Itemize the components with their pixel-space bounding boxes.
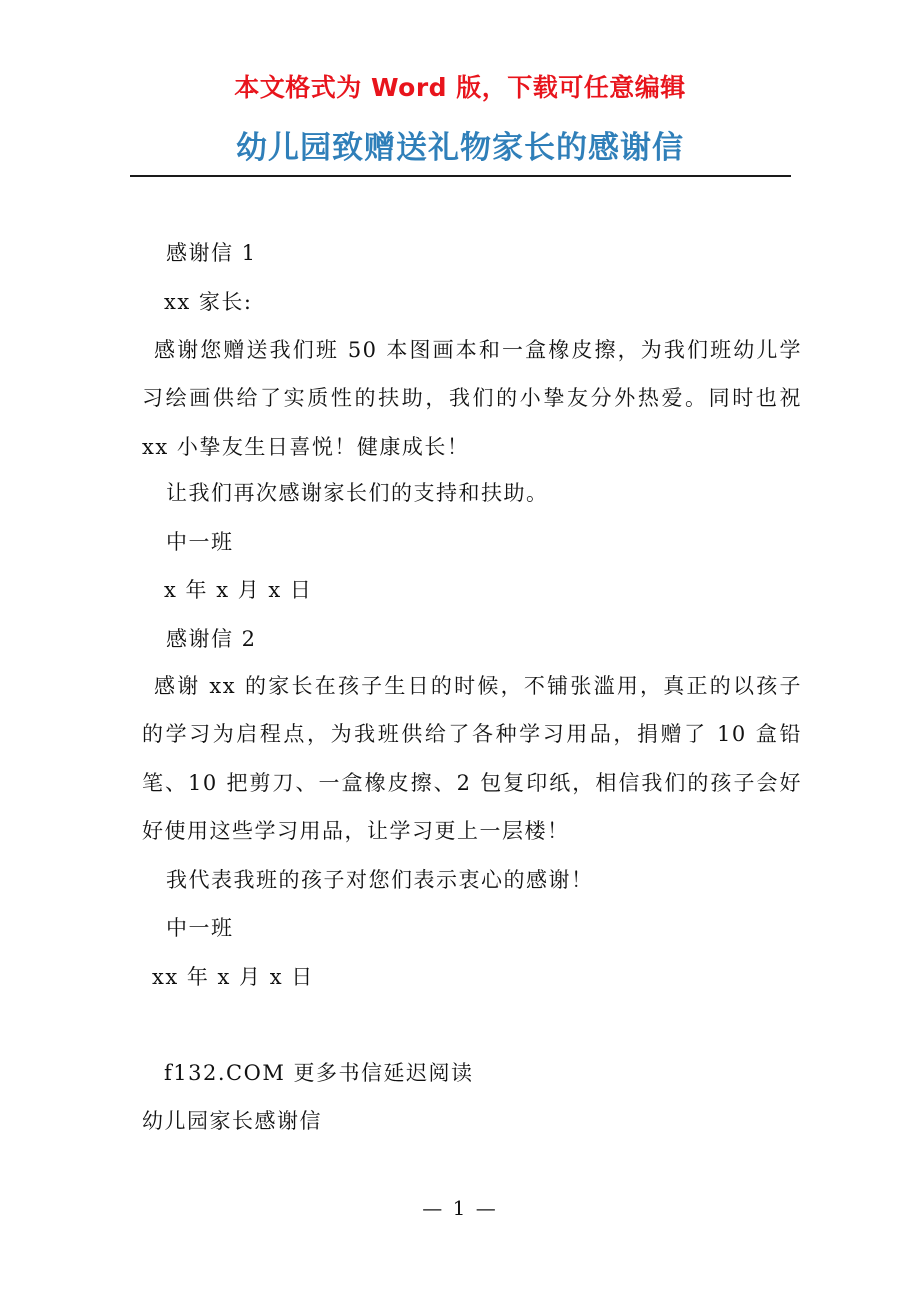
letter1-date: x 年 x 月 x 日 (164, 578, 313, 602)
letter2-heading: 感谢信 2 (166, 627, 257, 651)
related-article-link[interactable]: 幼儿园家长感谢信 (142, 1109, 322, 1133)
more-reading-line: f132.COM 更多书信延迟阅读 (164, 1061, 474, 1085)
letter1-closing: 让我们再次感谢家长们的支持和扶助。 (166, 481, 549, 505)
letter2-date: xx 年 x 月 x 日 (152, 965, 314, 989)
letter1-salutation: xx 家长: (164, 290, 253, 314)
letter2-closing: 我代表我班的孩子对您们表示衷心的感谢！ (166, 868, 594, 892)
letter1-heading: 感谢信 1 (166, 241, 257, 265)
page-title: 幼儿园致赠送礼物家长的感谢信 (236, 130, 684, 166)
letter1-paragraph: 感谢您赠送我们班 50 本图画本和一盒橡皮擦，为我们班幼儿学习绘画供给了实质性的扶助，我们的小挚友分外热爱。同时也祝 xx 小挚友生日喜悦！健康成长！ (142, 338, 802, 459)
letter2-signature: 中一班 (166, 916, 234, 940)
letter1-signature: 中一班 (166, 530, 234, 554)
page-number: — 1 — (422, 1196, 498, 1220)
title-divider (130, 175, 791, 177)
format-notice: 本文格式为 Word 版，下载可任意编辑 (234, 73, 686, 102)
letter2-paragraph: 感谢 xx 的家长在孩子生日的时候，不铺张滥用，真正的以孩子的学习为启程点，为我班供给了各种学习用品，捐赠了 10 盒铅笔、10 把剪刀、一盒橡皮擦、2 包复印纸，相信我们的孩子会好好使用这些学习用品，让学习更上一层楼！ (142, 674, 802, 844)
